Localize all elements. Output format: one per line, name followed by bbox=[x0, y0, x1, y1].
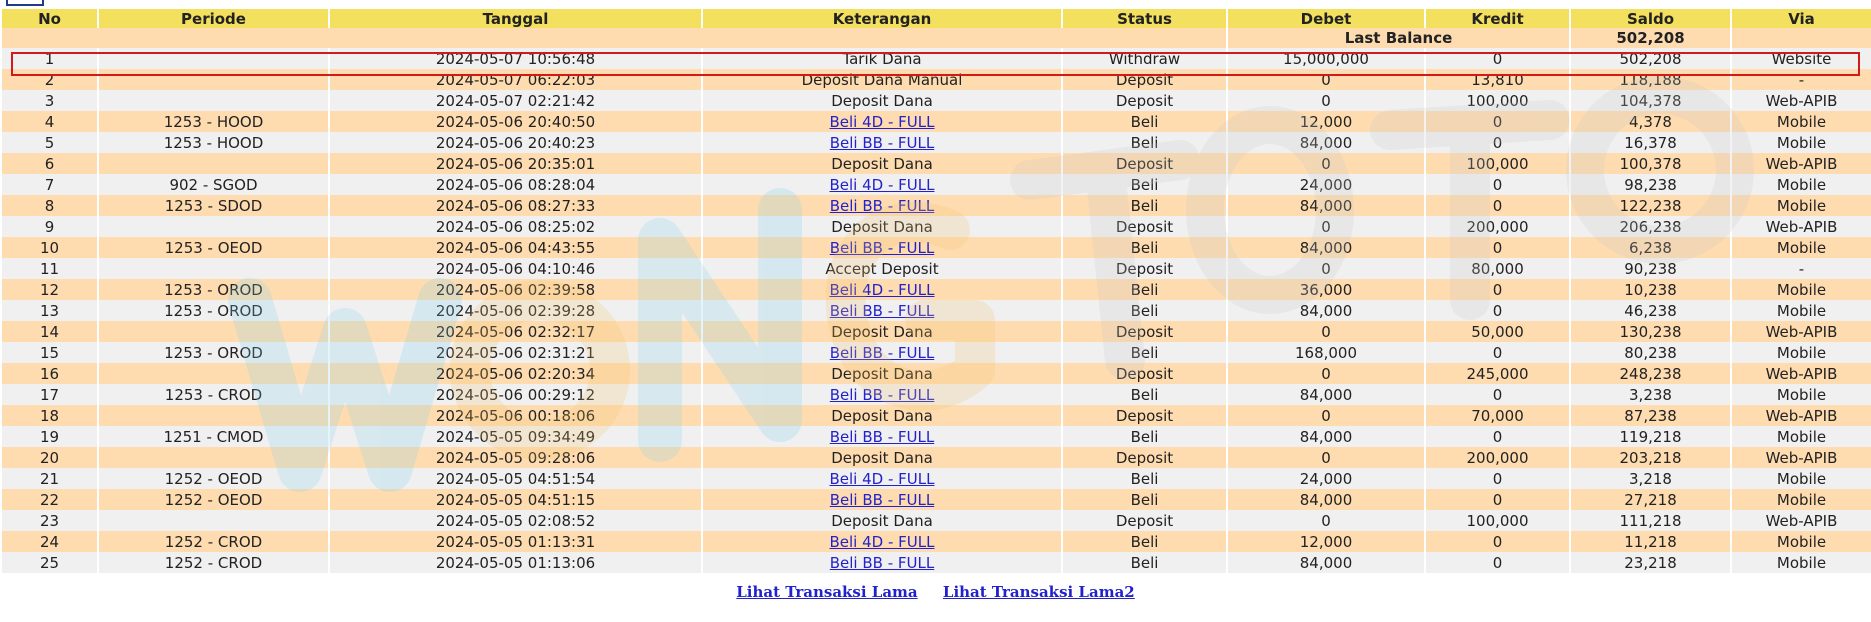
cell-keterangan: Deposit Dana bbox=[703, 153, 1061, 174]
cell-via: Mobile bbox=[1732, 174, 1871, 195]
table-row bbox=[2, 48, 1871, 69]
cell-keterangan: Deposit Dana bbox=[703, 90, 1061, 111]
cell-via: Website bbox=[1732, 48, 1871, 69]
cell-debet: 84,000 bbox=[1228, 384, 1424, 405]
cell-tanggal: 2024-05-05 01:13:31 bbox=[330, 531, 701, 552]
cell-saldo: 206,238 bbox=[1571, 216, 1730, 237]
cell-keterangan bbox=[703, 531, 1061, 552]
cell-status: Beli bbox=[1063, 342, 1226, 363]
cell-debet: 0 bbox=[1228, 321, 1424, 342]
cell-tanggal: 2024-05-06 20:40:50 bbox=[330, 111, 701, 132]
table-row bbox=[2, 342, 1871, 363]
cell-periode: 1252 - OEOD bbox=[99, 489, 328, 510]
detail-link[interactable]: Beli BB - FULL bbox=[829, 490, 935, 509]
header-keterangan: Keterangan bbox=[703, 9, 1061, 28]
cell-debet: 84,000 bbox=[1228, 237, 1424, 258]
cell-via: Web-APIB bbox=[1732, 90, 1871, 111]
cell-via: Mobile bbox=[1732, 342, 1871, 363]
cell-tanggal: 2024-05-06 20:35:01 bbox=[330, 153, 701, 174]
cell-kredit: 0 bbox=[1426, 48, 1569, 69]
cell-saldo: 3,218 bbox=[1571, 468, 1730, 489]
cell-status: Deposit bbox=[1063, 69, 1226, 90]
cell-periode bbox=[99, 90, 328, 111]
cell-tanggal: 2024-05-07 02:21:42 bbox=[330, 90, 701, 111]
cell-debet: 24,000 bbox=[1228, 468, 1424, 489]
cell-saldo: 46,238 bbox=[1571, 300, 1730, 321]
cell-saldo: 100,378 bbox=[1571, 153, 1730, 174]
header-tanggal: Tanggal bbox=[330, 9, 701, 28]
footer-links bbox=[0, 583, 1871, 601]
cell-status: Beli bbox=[1063, 300, 1226, 321]
cell-tanggal: 2024-05-06 02:31:21 bbox=[330, 342, 701, 363]
cell-tanggal: 2024-05-07 10:56:48 bbox=[330, 48, 701, 69]
cell-saldo: 502,208 bbox=[1571, 48, 1730, 69]
cell-saldo: 203,218 bbox=[1571, 447, 1730, 468]
cell-keterangan: Tarik Dana bbox=[703, 48, 1061, 69]
cell-via: Mobile bbox=[1732, 132, 1871, 153]
cell-keterangan bbox=[703, 111, 1061, 132]
cell-kredit: 80,000 bbox=[1426, 258, 1569, 279]
cell-status: Deposit bbox=[1063, 216, 1226, 237]
cell-status: Deposit bbox=[1063, 510, 1226, 531]
cell-tanggal: 2024-05-06 02:20:34 bbox=[330, 363, 701, 384]
cell-no: 21 bbox=[2, 468, 97, 489]
cell-status: Withdraw bbox=[1063, 48, 1226, 69]
cell-kredit: 100,000 bbox=[1426, 510, 1569, 531]
table-row bbox=[2, 468, 1871, 489]
cell-keterangan: Deposit Dana bbox=[703, 363, 1061, 384]
detail-link[interactable]: Beli BB - FULL bbox=[829, 427, 935, 446]
cell-kredit: 0 bbox=[1426, 237, 1569, 258]
cell-no: 10 bbox=[2, 237, 97, 258]
cell-kredit: 13,810 bbox=[1426, 69, 1569, 90]
table-row bbox=[2, 195, 1871, 216]
cell-via: Mobile bbox=[1732, 489, 1871, 510]
cell-status: Deposit bbox=[1063, 405, 1226, 426]
cell-kredit: 70,000 bbox=[1426, 405, 1569, 426]
cell-status: Beli bbox=[1063, 279, 1226, 300]
cell-no: 16 bbox=[2, 363, 97, 384]
cell-status: Beli bbox=[1063, 111, 1226, 132]
cell-via: Web-APIB bbox=[1732, 447, 1871, 468]
cell-periode bbox=[99, 258, 328, 279]
cell-via: Web-APIB bbox=[1732, 216, 1871, 237]
cell-debet: 12,000 bbox=[1228, 531, 1424, 552]
table-row bbox=[2, 426, 1871, 447]
cell-kredit: 0 bbox=[1426, 531, 1569, 552]
table-row bbox=[2, 153, 1871, 174]
cell-periode: 1253 - OROD bbox=[99, 342, 328, 363]
cell-no: 17 bbox=[2, 384, 97, 405]
cell-periode: 1253 - SDOD bbox=[99, 195, 328, 216]
cell-status: Deposit bbox=[1063, 321, 1226, 342]
table-row bbox=[2, 489, 1871, 510]
header-saldo: Saldo bbox=[1571, 9, 1730, 28]
cell-status: Beli bbox=[1063, 489, 1226, 510]
cell-saldo: 248,238 bbox=[1571, 363, 1730, 384]
last-balance-value: 502,208 bbox=[1571, 28, 1730, 48]
cell-saldo: 27,218 bbox=[1571, 489, 1730, 510]
cell-no: 4 bbox=[2, 111, 97, 132]
cell-kredit: 0 bbox=[1426, 468, 1569, 489]
cell-no: 1 bbox=[2, 48, 97, 69]
header-periode: Periode bbox=[99, 9, 328, 28]
cell-keterangan bbox=[703, 468, 1061, 489]
cell-status: Beli bbox=[1063, 195, 1226, 216]
table-row bbox=[2, 300, 1871, 321]
cell-debet: 84,000 bbox=[1228, 552, 1424, 573]
cell-tanggal: 2024-05-05 04:51:54 bbox=[330, 468, 701, 489]
cell-via: Mobile bbox=[1732, 531, 1871, 552]
cell-status: Beli bbox=[1063, 552, 1226, 573]
cell-status: Beli bbox=[1063, 426, 1226, 447]
cell-saldo: 111,218 bbox=[1571, 510, 1730, 531]
cell-debet: 24,000 bbox=[1228, 174, 1424, 195]
cell-keterangan bbox=[703, 195, 1061, 216]
cell-kredit: 100,000 bbox=[1426, 153, 1569, 174]
detail-link[interactable]: Beli 4D - FULL bbox=[829, 280, 935, 299]
cell-saldo: 122,238 bbox=[1571, 195, 1730, 216]
cell-tanggal: 2024-05-06 08:28:04 bbox=[330, 174, 701, 195]
cell-status: Beli bbox=[1063, 174, 1226, 195]
cell-debet: 84,000 bbox=[1228, 132, 1424, 153]
cell-tanggal: 2024-05-06 08:25:02 bbox=[330, 216, 701, 237]
cell-saldo: 80,238 bbox=[1571, 342, 1730, 363]
cell-kredit: 0 bbox=[1426, 300, 1569, 321]
table-row bbox=[2, 237, 1871, 258]
cell-via: Mobile bbox=[1732, 384, 1871, 405]
cell-no: 8 bbox=[2, 195, 97, 216]
cell-no: 9 bbox=[2, 216, 97, 237]
detail-link[interactable]: Beli 4D - FULL bbox=[829, 112, 935, 131]
cell-tanggal: 2024-05-06 00:18:06 bbox=[330, 405, 701, 426]
cell-tanggal: 2024-05-06 04:43:55 bbox=[330, 237, 701, 258]
table-row bbox=[2, 258, 1871, 279]
cell-keterangan: Deposit Dana bbox=[703, 447, 1061, 468]
cell-tanggal: 2024-05-06 02:39:58 bbox=[330, 279, 701, 300]
cell-periode: 1251 - CMOD bbox=[99, 426, 328, 447]
cell-kredit: 0 bbox=[1426, 132, 1569, 153]
cell-status: Deposit bbox=[1063, 447, 1226, 468]
cell-via: - bbox=[1732, 258, 1871, 279]
cell-keterangan: Accept Deposit bbox=[703, 258, 1061, 279]
table-row bbox=[2, 552, 1871, 573]
cell-periode bbox=[99, 510, 328, 531]
table-row bbox=[2, 531, 1871, 552]
cell-keterangan: Deposit Dana bbox=[703, 510, 1061, 531]
cell-keterangan: Deposit Dana Manual bbox=[703, 69, 1061, 90]
cell-saldo: 4,378 bbox=[1571, 111, 1730, 132]
detail-link[interactable]: Beli BB - FULL bbox=[829, 553, 935, 572]
detail-link[interactable]: Beli 4D - FULL bbox=[829, 175, 935, 194]
cell-debet: 0 bbox=[1228, 258, 1424, 279]
cell-debet: 0 bbox=[1228, 153, 1424, 174]
cell-periode: 1253 - HOOD bbox=[99, 111, 328, 132]
cell-periode bbox=[99, 321, 328, 342]
old-transactions-2-link[interactable]: Lihat Transaksi Lama2 bbox=[942, 583, 1135, 601]
cell-debet: 0 bbox=[1228, 216, 1424, 237]
cell-no: 5 bbox=[2, 132, 97, 153]
table-row bbox=[2, 321, 1871, 342]
cell-no: 18 bbox=[2, 405, 97, 426]
cell-keterangan bbox=[703, 384, 1061, 405]
cell-tanggal: 2024-05-05 09:34:49 bbox=[330, 426, 701, 447]
cell-status: Deposit bbox=[1063, 90, 1226, 111]
cell-periode bbox=[99, 363, 328, 384]
cell-saldo: 130,238 bbox=[1571, 321, 1730, 342]
cell-keterangan bbox=[703, 300, 1061, 321]
table-row bbox=[2, 447, 1871, 468]
cell-via: Mobile bbox=[1732, 552, 1871, 573]
cell-keterangan bbox=[703, 342, 1061, 363]
cell-via: - bbox=[1732, 69, 1871, 90]
cell-via: Mobile bbox=[1732, 426, 1871, 447]
cell-tanggal: 2024-05-06 02:39:28 bbox=[330, 300, 701, 321]
cell-no: 25 bbox=[2, 552, 97, 573]
cell-saldo: 119,218 bbox=[1571, 426, 1730, 447]
cell-periode: 902 - SGOD bbox=[99, 174, 328, 195]
cell-no: 7 bbox=[2, 174, 97, 195]
cell-keterangan: Deposit Dana bbox=[703, 321, 1061, 342]
cell-tanggal: 2024-05-06 20:40:23 bbox=[330, 132, 701, 153]
cell-saldo: 90,238 bbox=[1571, 258, 1730, 279]
cell-tanggal: 2024-05-06 00:29:12 bbox=[330, 384, 701, 405]
cell-via: Mobile bbox=[1732, 468, 1871, 489]
cell-keterangan bbox=[703, 237, 1061, 258]
cell-status: Deposit bbox=[1063, 363, 1226, 384]
cell-kredit: 200,000 bbox=[1426, 447, 1569, 468]
detail-link[interactable]: Beli BB - FULL bbox=[829, 133, 935, 152]
cell-keterangan bbox=[703, 132, 1061, 153]
cell-status: Beli bbox=[1063, 384, 1226, 405]
cell-periode bbox=[99, 153, 328, 174]
cell-no: 6 bbox=[2, 153, 97, 174]
cell-debet: 0 bbox=[1228, 90, 1424, 111]
cell-keterangan bbox=[703, 174, 1061, 195]
cell-no: 15 bbox=[2, 342, 97, 363]
cell-no: 13 bbox=[2, 300, 97, 321]
cell-periode: 1253 - OROD bbox=[99, 279, 328, 300]
detail-link[interactable]: Beli BB - FULL bbox=[829, 301, 935, 320]
cell-debet: 36,000 bbox=[1228, 279, 1424, 300]
cell-debet: 168,000 bbox=[1228, 342, 1424, 363]
detail-link[interactable]: Beli BB - FULL bbox=[829, 343, 935, 362]
cell-debet: 0 bbox=[1228, 510, 1424, 531]
cell-periode: 1252 - CROD bbox=[99, 552, 328, 573]
header-no: No bbox=[2, 9, 97, 28]
cell-kredit: 100,000 bbox=[1426, 90, 1569, 111]
cell-periode: 1253 - HOOD bbox=[99, 132, 328, 153]
cell-status: Beli bbox=[1063, 531, 1226, 552]
table-row bbox=[2, 384, 1871, 405]
table-row bbox=[2, 510, 1871, 531]
cell-debet: 84,000 bbox=[1228, 300, 1424, 321]
cell-no: 12 bbox=[2, 279, 97, 300]
table-row bbox=[2, 363, 1871, 384]
cell-saldo: 104,378 bbox=[1571, 90, 1730, 111]
cell-keterangan: Deposit Dana bbox=[703, 405, 1061, 426]
cell-keterangan: Deposit Dana bbox=[703, 216, 1061, 237]
cell-no: 20 bbox=[2, 447, 97, 468]
corner-frame bbox=[6, 0, 44, 6]
cell-saldo: 6,238 bbox=[1571, 237, 1730, 258]
cell-kredit: 0 bbox=[1426, 195, 1569, 216]
cell-tanggal: 2024-05-07 06:22:03 bbox=[330, 69, 701, 90]
cell-no: 2 bbox=[2, 69, 97, 90]
cell-debet: 0 bbox=[1228, 363, 1424, 384]
table-header-row bbox=[2, 9, 1871, 28]
cell-periode: 1253 - OEOD bbox=[99, 237, 328, 258]
header-status: Status bbox=[1063, 9, 1226, 28]
cell-periode bbox=[99, 447, 328, 468]
cell-saldo: 3,238 bbox=[1571, 384, 1730, 405]
cell-no: 19 bbox=[2, 426, 97, 447]
detail-link[interactable]: Beli BB - FULL bbox=[829, 385, 935, 404]
cell-debet: 0 bbox=[1228, 69, 1424, 90]
table-row bbox=[2, 111, 1871, 132]
cell-kredit: 0 bbox=[1426, 489, 1569, 510]
table-row bbox=[2, 405, 1871, 426]
table-row bbox=[2, 174, 1871, 195]
cell-periode: 1252 - OEOD bbox=[99, 468, 328, 489]
cell-debet: 0 bbox=[1228, 405, 1424, 426]
cell-kredit: 50,000 bbox=[1426, 321, 1569, 342]
cell-periode bbox=[99, 405, 328, 426]
cell-tanggal: 2024-05-06 02:32:17 bbox=[330, 321, 701, 342]
cell-status: Beli bbox=[1063, 468, 1226, 489]
cell-via: Web-APIB bbox=[1732, 405, 1871, 426]
cell-via: Mobile bbox=[1732, 195, 1871, 216]
last-balance-row bbox=[2, 28, 1871, 48]
cell-no: 23 bbox=[2, 510, 97, 531]
cell-tanggal: 2024-05-05 01:13:06 bbox=[330, 552, 701, 573]
cell-status: Beli bbox=[1063, 132, 1226, 153]
cell-kredit: 0 bbox=[1426, 111, 1569, 132]
table-row bbox=[2, 279, 1871, 300]
cell-no: 3 bbox=[2, 90, 97, 111]
cell-tanggal: 2024-05-06 08:27:33 bbox=[330, 195, 701, 216]
cell-kredit: 0 bbox=[1426, 342, 1569, 363]
cell-periode bbox=[99, 216, 328, 237]
cell-debet: 84,000 bbox=[1228, 426, 1424, 447]
cell-no: 24 bbox=[2, 531, 97, 552]
detail-link[interactable]: Beli 4D - FULL bbox=[829, 532, 935, 551]
cell-no: 14 bbox=[2, 321, 97, 342]
header-kredit: Kredit bbox=[1426, 9, 1569, 28]
cell-kredit: 0 bbox=[1426, 384, 1569, 405]
cell-via: Web-APIB bbox=[1732, 510, 1871, 531]
cell-periode bbox=[99, 48, 328, 69]
cell-debet: 15,000,000 bbox=[1228, 48, 1424, 69]
cell-kredit: 0 bbox=[1426, 174, 1569, 195]
last-balance-spacer bbox=[2, 28, 1226, 48]
cell-tanggal: 2024-05-06 04:10:46 bbox=[330, 258, 701, 279]
cell-debet: 12,000 bbox=[1228, 111, 1424, 132]
header-via: Via bbox=[1732, 9, 1871, 28]
cell-via: Mobile bbox=[1732, 111, 1871, 132]
cell-periode bbox=[99, 69, 328, 90]
cell-saldo: 98,238 bbox=[1571, 174, 1730, 195]
cell-kredit: 245,000 bbox=[1426, 363, 1569, 384]
cell-periode: 1252 - CROD bbox=[99, 531, 328, 552]
cell-status: Deposit bbox=[1063, 258, 1226, 279]
last-balance-label: Last Balance bbox=[1228, 28, 1569, 48]
cell-saldo: 118,188 bbox=[1571, 69, 1730, 90]
cell-via: Web-APIB bbox=[1732, 321, 1871, 342]
cell-saldo: 23,218 bbox=[1571, 552, 1730, 573]
header-debet: Debet bbox=[1228, 9, 1424, 28]
cell-keterangan bbox=[703, 426, 1061, 447]
table-row bbox=[2, 90, 1871, 111]
transaction-table bbox=[0, 9, 1871, 573]
cell-tanggal: 2024-05-05 09:28:06 bbox=[330, 447, 701, 468]
last-balance-empty bbox=[1732, 28, 1871, 48]
cell-via: Mobile bbox=[1732, 300, 1871, 321]
cell-keterangan bbox=[703, 552, 1061, 573]
cell-keterangan bbox=[703, 279, 1061, 300]
cell-periode: 1253 - OROD bbox=[99, 300, 328, 321]
cell-saldo: 11,218 bbox=[1571, 531, 1730, 552]
old-transactions-link[interactable]: Lihat Transaksi Lama bbox=[736, 583, 918, 601]
cell-tanggal: 2024-05-05 02:08:52 bbox=[330, 510, 701, 531]
cell-via: Web-APIB bbox=[1732, 363, 1871, 384]
cell-via: Mobile bbox=[1732, 279, 1871, 300]
cell-saldo: 87,238 bbox=[1571, 405, 1730, 426]
cell-kredit: 200,000 bbox=[1426, 216, 1569, 237]
detail-link[interactable]: Beli BB - FULL bbox=[829, 196, 935, 215]
table-row bbox=[2, 132, 1871, 153]
cell-no: 11 bbox=[2, 258, 97, 279]
table-row bbox=[2, 69, 1871, 90]
table-row bbox=[2, 216, 1871, 237]
cell-saldo: 16,378 bbox=[1571, 132, 1730, 153]
detail-link[interactable]: Beli 4D - FULL bbox=[829, 469, 935, 488]
cell-kredit: 0 bbox=[1426, 552, 1569, 573]
cell-debet: 84,000 bbox=[1228, 195, 1424, 216]
cell-via: Web-APIB bbox=[1732, 153, 1871, 174]
cell-status: Beli bbox=[1063, 237, 1226, 258]
cell-debet: 84,000 bbox=[1228, 489, 1424, 510]
cell-debet: 0 bbox=[1228, 447, 1424, 468]
cell-kredit: 0 bbox=[1426, 279, 1569, 300]
cell-no: 22 bbox=[2, 489, 97, 510]
cell-tanggal: 2024-05-05 04:51:15 bbox=[330, 489, 701, 510]
detail-link[interactable]: Beli BB - FULL bbox=[829, 238, 935, 257]
cell-periode: 1253 - CROD bbox=[99, 384, 328, 405]
cell-keterangan bbox=[703, 489, 1061, 510]
cell-status: Deposit bbox=[1063, 153, 1226, 174]
cell-kredit: 0 bbox=[1426, 426, 1569, 447]
cell-via: Mobile bbox=[1732, 237, 1871, 258]
cell-saldo: 10,238 bbox=[1571, 279, 1730, 300]
